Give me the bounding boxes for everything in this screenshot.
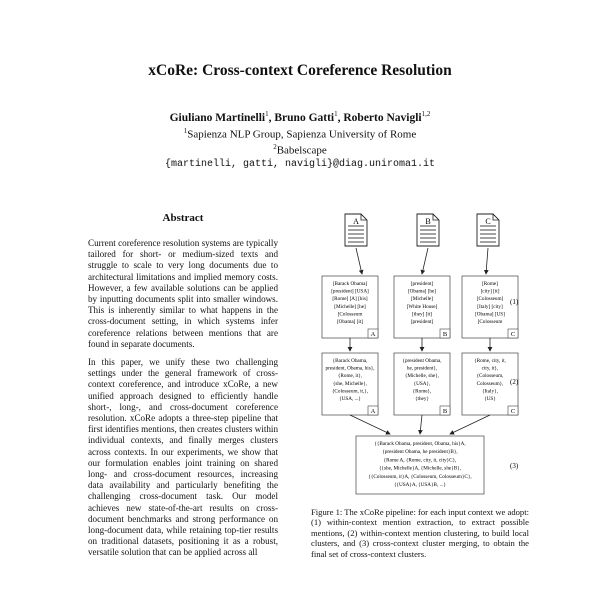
context-tag-label: B <box>442 331 448 338</box>
merged-cluster-text: {{USA}A, {USA}B, ...} <box>394 482 446 488</box>
mention-text: [city] [it] <box>480 288 500 295</box>
mention-text: [Colosseum <box>477 319 503 325</box>
mention-text: [Michelle] <box>411 296 433 303</box>
author-name: Roberto Navigli <box>343 111 422 124</box>
mention-text: {Michelle, she}, <box>404 373 440 380</box>
abstract-paragraph: In this paper, we unify these two challenging settings under the general framework of cross-context coreference, and introduce xCoRe, a new unified approach designed to efficiently handle short-, long-, and cross-document coreference resolution. xCoRe adopts a three-step pipeline that first identifies mentions, then creates clusters within individual contexts, and finally merges clusters across contexts. In our experiments, we show that our formulation enables joint training on shared long- and cross-document resources, increasing data availability and particularly benefiting the challenging cross-document task. Our model achieves new state-of-the-art results on cross-document benchmarks and strong performance on long-document data, while retaining top-tier results on traditional datasets, positioning it as a robust, versatile solution that can be applied across all <box>88 357 278 558</box>
mention-text: [White House] <box>406 303 438 310</box>
mention-text: [Obama] [it] <box>336 319 364 325</box>
mention-text: {Colosseum, <box>476 373 504 380</box>
context-tag-label: C <box>510 408 516 415</box>
abstract-paragraph: Current coreference resolution systems are typically tailored for short- or medium-sized texts and struggle to scale to very long documents due to architectural limitations and implied memory costs. However, a few available solutions can be applied by inputting documents split into smaller windows. This is inherently similar to what happens in the cross-document setting, in which systems infer coreference relations between mentions that are found in separate documents. <box>88 238 278 349</box>
context-tag-label: A <box>370 331 376 338</box>
mention-text: [Italy] [city] <box>477 303 503 310</box>
author-email: {martinelli, gatti, navigli}@diag.uniroma1.it <box>164 159 436 171</box>
mention-text: [Colosseum <box>337 311 363 318</box>
context-tag-label: C <box>510 331 516 338</box>
mention-text: city, it}, <box>481 365 499 372</box>
context-tag-label: A <box>370 408 376 415</box>
mention-text: {she, Michelle}, <box>332 380 368 387</box>
mention-text: [they] [it] <box>411 311 433 318</box>
author-block <box>0 108 600 171</box>
mention-text: {US} <box>484 396 496 402</box>
step-label: (1) <box>510 298 519 306</box>
mention-text: [Rome] <box>482 281 498 287</box>
mention-text: {they} <box>415 396 429 402</box>
document-label: B <box>425 217 431 226</box>
mention-text: {Rome, it}, <box>337 373 363 380</box>
author-sup: 1 <box>334 110 338 118</box>
merged-cluster-text: {Rome A, {Rome, city, it, city}C}, <box>383 457 457 464</box>
mention-text: [Obama] [US] <box>475 311 505 318</box>
affiliation-1: $^1$Sapienza NLP Group, Sapienza University of Rome <box>183 126 417 141</box>
context-tag-label: B <box>442 408 448 415</box>
mention-text: {USA, ...} <box>339 396 361 402</box>
arrow <box>350 415 390 434</box>
author-names: Giuliano Martinelli$^1$, Bruno Gatti$^1$, Roberto Navigli$^{1,2}$ <box>169 110 431 124</box>
mention-text: {Rome}, <box>412 388 432 395</box>
mention-text: {Barack Obama, <box>332 358 368 364</box>
arrow <box>356 248 362 274</box>
mention-text: [Obama] [he] <box>407 288 437 295</box>
step-label: (2) <box>510 378 519 386</box>
pipeline-diagram <box>312 212 528 502</box>
arrow <box>420 415 422 434</box>
document-label: C <box>485 217 491 226</box>
mention-text: [Barack Obama] <box>332 281 368 287</box>
mention-text: [president] <box>410 319 434 325</box>
figure-caption: Figure 1: The xCoRe pipeline: for each input context we adopt: (1) within-context mention extraction, to extract possible mentions, (2) within-context mention clustering, to build local clusters, and (3) cross-context cluster merging, to obtain the final set of cross-context clusters. <box>311 507 529 559</box>
arrow <box>450 415 490 434</box>
abstract-heading: Abstract <box>162 212 204 224</box>
paper-title: xCoRe: Cross-context Coreference Resolution <box>148 62 452 79</box>
arrow <box>486 248 488 274</box>
mention-text: [Rome] [A] [his] <box>332 296 368 303</box>
mention-text: {Rome, city, it, <box>474 358 506 364</box>
mention-text: [president] [USA] <box>331 288 369 295</box>
document-label: A <box>353 217 359 226</box>
arrow <box>422 248 428 274</box>
mention-text: Colosseum}, <box>476 380 504 387</box>
mention-text: {Italy}, <box>482 388 498 395</box>
author-sup: 1,2 <box>421 110 431 118</box>
mention-text: he, president}, <box>406 365 438 372</box>
mention-text: [Colosseum] <box>476 296 504 303</box>
merged-cluster-text: {{she, Michelle}A, {Michelle, she}B}, <box>379 465 461 472</box>
author-name: Bruno Gatti <box>274 111 335 124</box>
mention-text: {president Obama, <box>402 358 442 364</box>
mention-text: [Michelle] [he] <box>334 303 366 310</box>
mention-text: {USA}, <box>413 380 431 387</box>
merged-cluster-text: {{Colosseum, it}A, {Colosseum, Colosseum}C}, <box>368 473 472 480</box>
author-sup: 1 <box>265 110 269 118</box>
mention-text: [president] <box>410 281 434 287</box>
affiliation-2: $^2$Babelscape <box>273 143 327 158</box>
merged-cluster-text: {president Obama, he president}B}, <box>382 449 458 456</box>
abstract-body <box>88 238 278 566</box>
mention-text: {Colosseum, it,}, <box>331 388 369 395</box>
pipeline-figure <box>312 212 528 502</box>
step-label: (3) <box>510 462 519 470</box>
mention-text: president, Obama, his}, <box>325 365 375 372</box>
author-name: Giuliano Martinelli <box>169 111 266 124</box>
merged-cluster-text: {{Barack Obama, president, Obama, his}A, <box>374 441 466 447</box>
